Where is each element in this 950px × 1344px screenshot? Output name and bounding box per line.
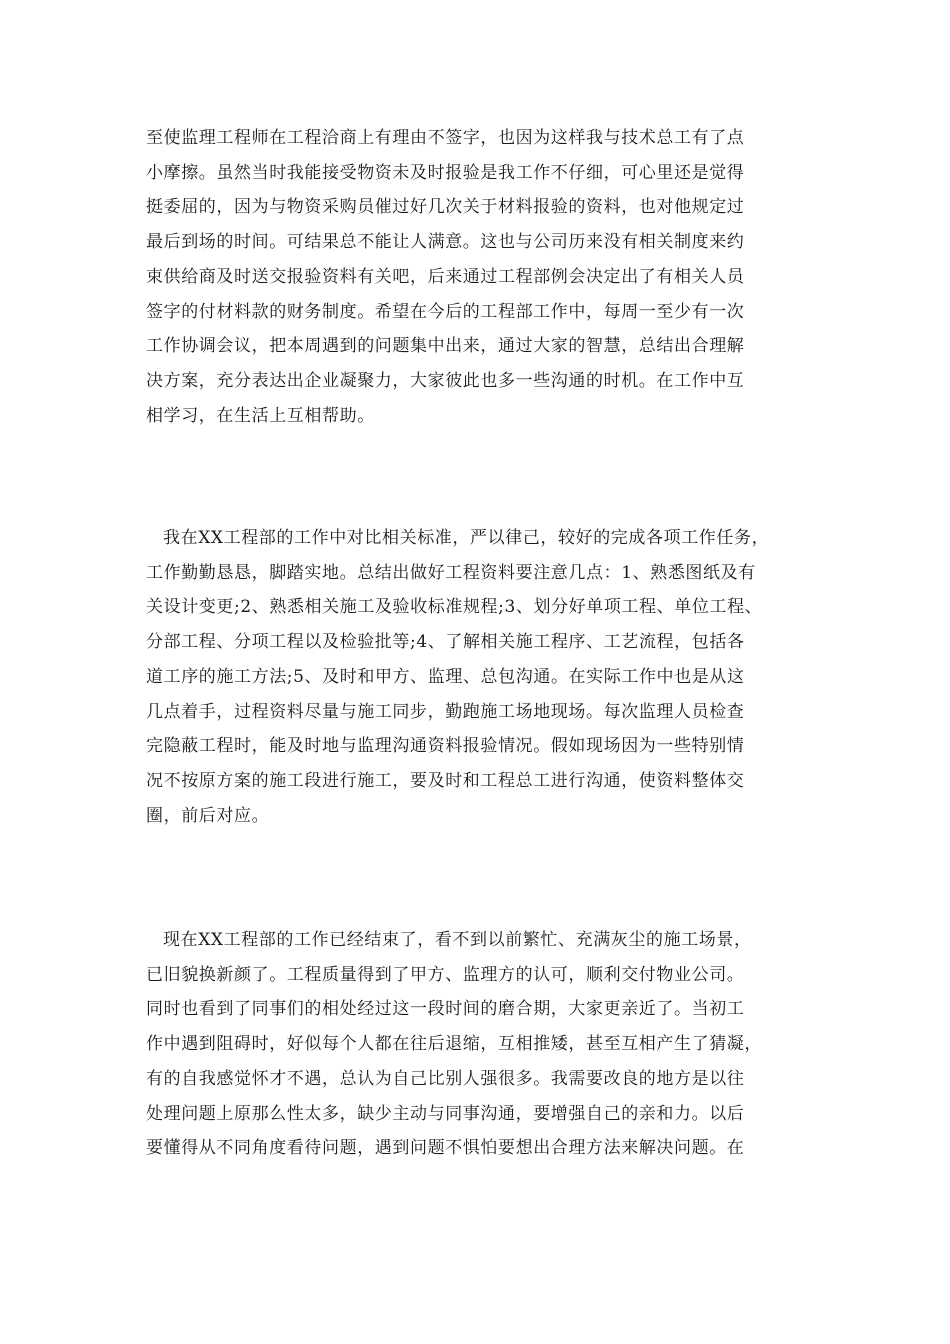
- paragraph-line: 同时也看到了同事们的相处经过这一段时间的磨合期，大家更亲近了。当初工: [146, 999, 745, 1020]
- paragraph-line: 道工序的施工方法;5、及时和甲方、监理、总包沟通。在实际工作中也是从这: [146, 666, 745, 687]
- paragraph-line: 关设计变更;2、熟悉相关施工及验收标准规程;3、划分好单项工程、单位工程、: [146, 597, 763, 618]
- paragraph-line: 分部工程、分项工程以及检验批等;4、了解相关施工程序、工艺流程，包括各: [146, 632, 745, 653]
- paragraph-line: 最后到场的时间。可结果总不能让人满意。这也与公司历来没有相关制度来约: [146, 232, 745, 253]
- paragraph-line: 挺委屈的，因为与物资采购员催过好几次关于材料报验的资料，也对他规定过: [146, 197, 745, 218]
- paragraph-line: 签字的付材料款的财务制度。希望在今后的工程部工作中，每周一至少有一次: [146, 301, 745, 322]
- paragraph-first-line: 现在XX工程部的工作已经结束了，看不到以前繁忙、充满灰尘的施工场景，: [163, 930, 752, 950]
- paragraph-line: 已旧貌换新颜了。工程质量得到了甲方、监理方的认可，顺利交付物业公司。: [146, 964, 745, 985]
- paragraph-line: 几点着手，过程资料尽量与施工同步，勤跑施工场地现场。每次监理人员检查: [146, 701, 745, 722]
- paragraph-line: 至使监理工程师在工程洽商上有理由不签字，也因为这样我与技术总工有了点: [146, 128, 745, 148]
- paragraph-1: [146, 121, 744, 433]
- paragraph-line: 有的自我感觉怀才不遇，总认为自己比别人强很多。我需要改良的地方是以往: [146, 1068, 745, 1089]
- paragraph-3: [146, 923, 762, 1166]
- paragraph-2: [146, 521, 769, 833]
- paragraph-line: 处理问题上原那么性太多，缺少主动与同事沟通，要增强自己的亲和力。以后: [146, 1103, 745, 1124]
- paragraph-line: 要懂得从不同角度看待问题，遇到问题不惧怕要想出合理方法来解决问题。在: [146, 1138, 745, 1159]
- paragraph-line: 工作协调会议，把本周遇到的问题集中出来，通过大家的智慧，总结出合理解: [146, 336, 745, 357]
- paragraph-line: 圈，前后对应。: [146, 805, 270, 826]
- paragraph-line: 况不按原方案的施工段进行施工，要及时和工程总工进行沟通，使资料整体交: [146, 770, 745, 791]
- paragraph-line: 作中遇到阻碍时，好似每个人都在往后退缩，互相推矮，甚至互相产生了猜凝，: [146, 1034, 762, 1055]
- paragraph-line: 决方案，充分表达出企业凝聚力，大家彼此也多一些沟通的时机。在工作中互: [146, 370, 745, 391]
- paragraph-line: 束供给商及时送交报验资料有关吧，后来通过工程部例会决定出了有相关人员: [146, 266, 745, 287]
- paragraph-line: 工作勤勤恳恳，脚踏实地。总结出做好工程资料要注意几点：1、熟悉图纸及有: [146, 562, 756, 583]
- paragraph-first-line: 我在XX工程部的工作中对比相关标准，严以律己，较好的完成各项工作任务，: [163, 528, 770, 548]
- paragraph-line: 完隐蔽工程时，能及时地与监理沟通资料报验情况。假如现场因为一些特别情: [146, 736, 745, 757]
- paragraph-line: 相学习，在生活上互相帮助。: [146, 405, 375, 426]
- paragraph-line: 小摩擦。虽然当时我能接受物资未及时报验是我工作不仔细，可心里还是觉得: [146, 162, 745, 183]
